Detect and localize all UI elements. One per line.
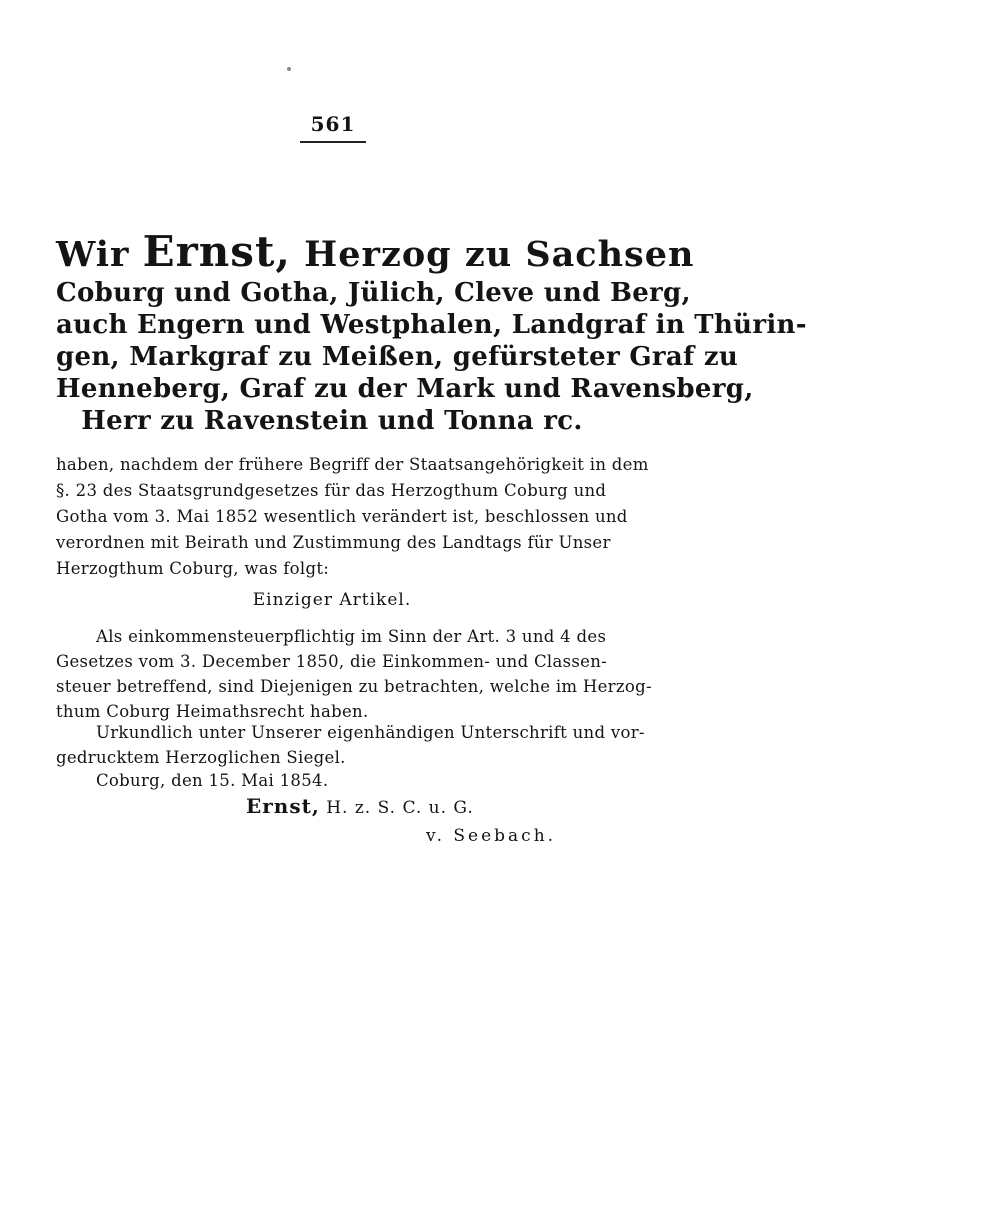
signature-name: Ernst, [246,794,320,818]
title-name: Ernst, [142,227,291,276]
title-line-1 [56,227,695,277]
page-number: 561 [310,112,356,136]
preamble-line: haben, nachdem der frühere Begriff der Staatsangehörigkeit in dem [56,455,649,474]
preamble [56,452,649,582]
preamble-line: §. 23 des Staatsgrundgesetzes für das Herzogthum Coburg und [56,481,607,500]
countersignature: v. Seebach. [426,826,557,846]
title-line-5: Henneberg, Graf zu der Mark und Ravensberg, [56,374,754,404]
closing-line: gedrucktem Herzoglichen Siegel. [56,748,346,767]
article-line: thum Coburg Heimathsrecht haben. [56,702,369,721]
signature [246,794,474,818]
article-line: Als einkommensteuerpflichtig im Sinn der Art. 3 und 4 des [96,627,607,646]
page-number-rule [300,141,366,143]
preamble-line: verordnen mit Beirath und Zustimmung des Landtags für Unser [56,533,611,552]
closing-line: Urkundlich unter Unserer eigenhändigen Unterschrift und vor- [96,723,645,742]
article-line: steuer betreffend, sind Diejenigen zu betrachten, welche im Herzog- [56,677,652,696]
preamble-line: Gotha vom 3. Mai 1852 wesentlich verändert ist, beschlossen und [56,507,628,526]
article-text [56,624,652,724]
signature-title: H. z. S. C. u. G. [326,798,474,818]
article-line: Gesetzes vom 3. December 1850, die Einkommen- und Classen- [56,652,608,671]
title-line-2: Coburg und Gotha, Jülich, Cleve und Berg, [56,278,691,308]
title-line-3: auch Engern und Westphalen, Landgraf in Thürin- [56,310,807,340]
closing-text [56,720,645,770]
title-prefix: Wir [56,234,130,275]
title-line-4: gen, Markgraf zu Meißen, gefürsteter Graf zu [56,342,739,372]
place-date [56,768,608,793]
place-date-line: Coburg, den 15. Mai 1854. [96,771,329,790]
sovereign-title [56,227,807,437]
article-heading: Einziger Artikel. [252,590,412,610]
print-speck [287,67,291,71]
title-line-6: Herr zu Ravenstein und Tonna rc. [81,406,583,436]
preamble-line: Herzogthum Coburg, was folgt: [56,559,330,578]
title-line-1-rest: Herzog zu Sachsen [304,234,695,275]
